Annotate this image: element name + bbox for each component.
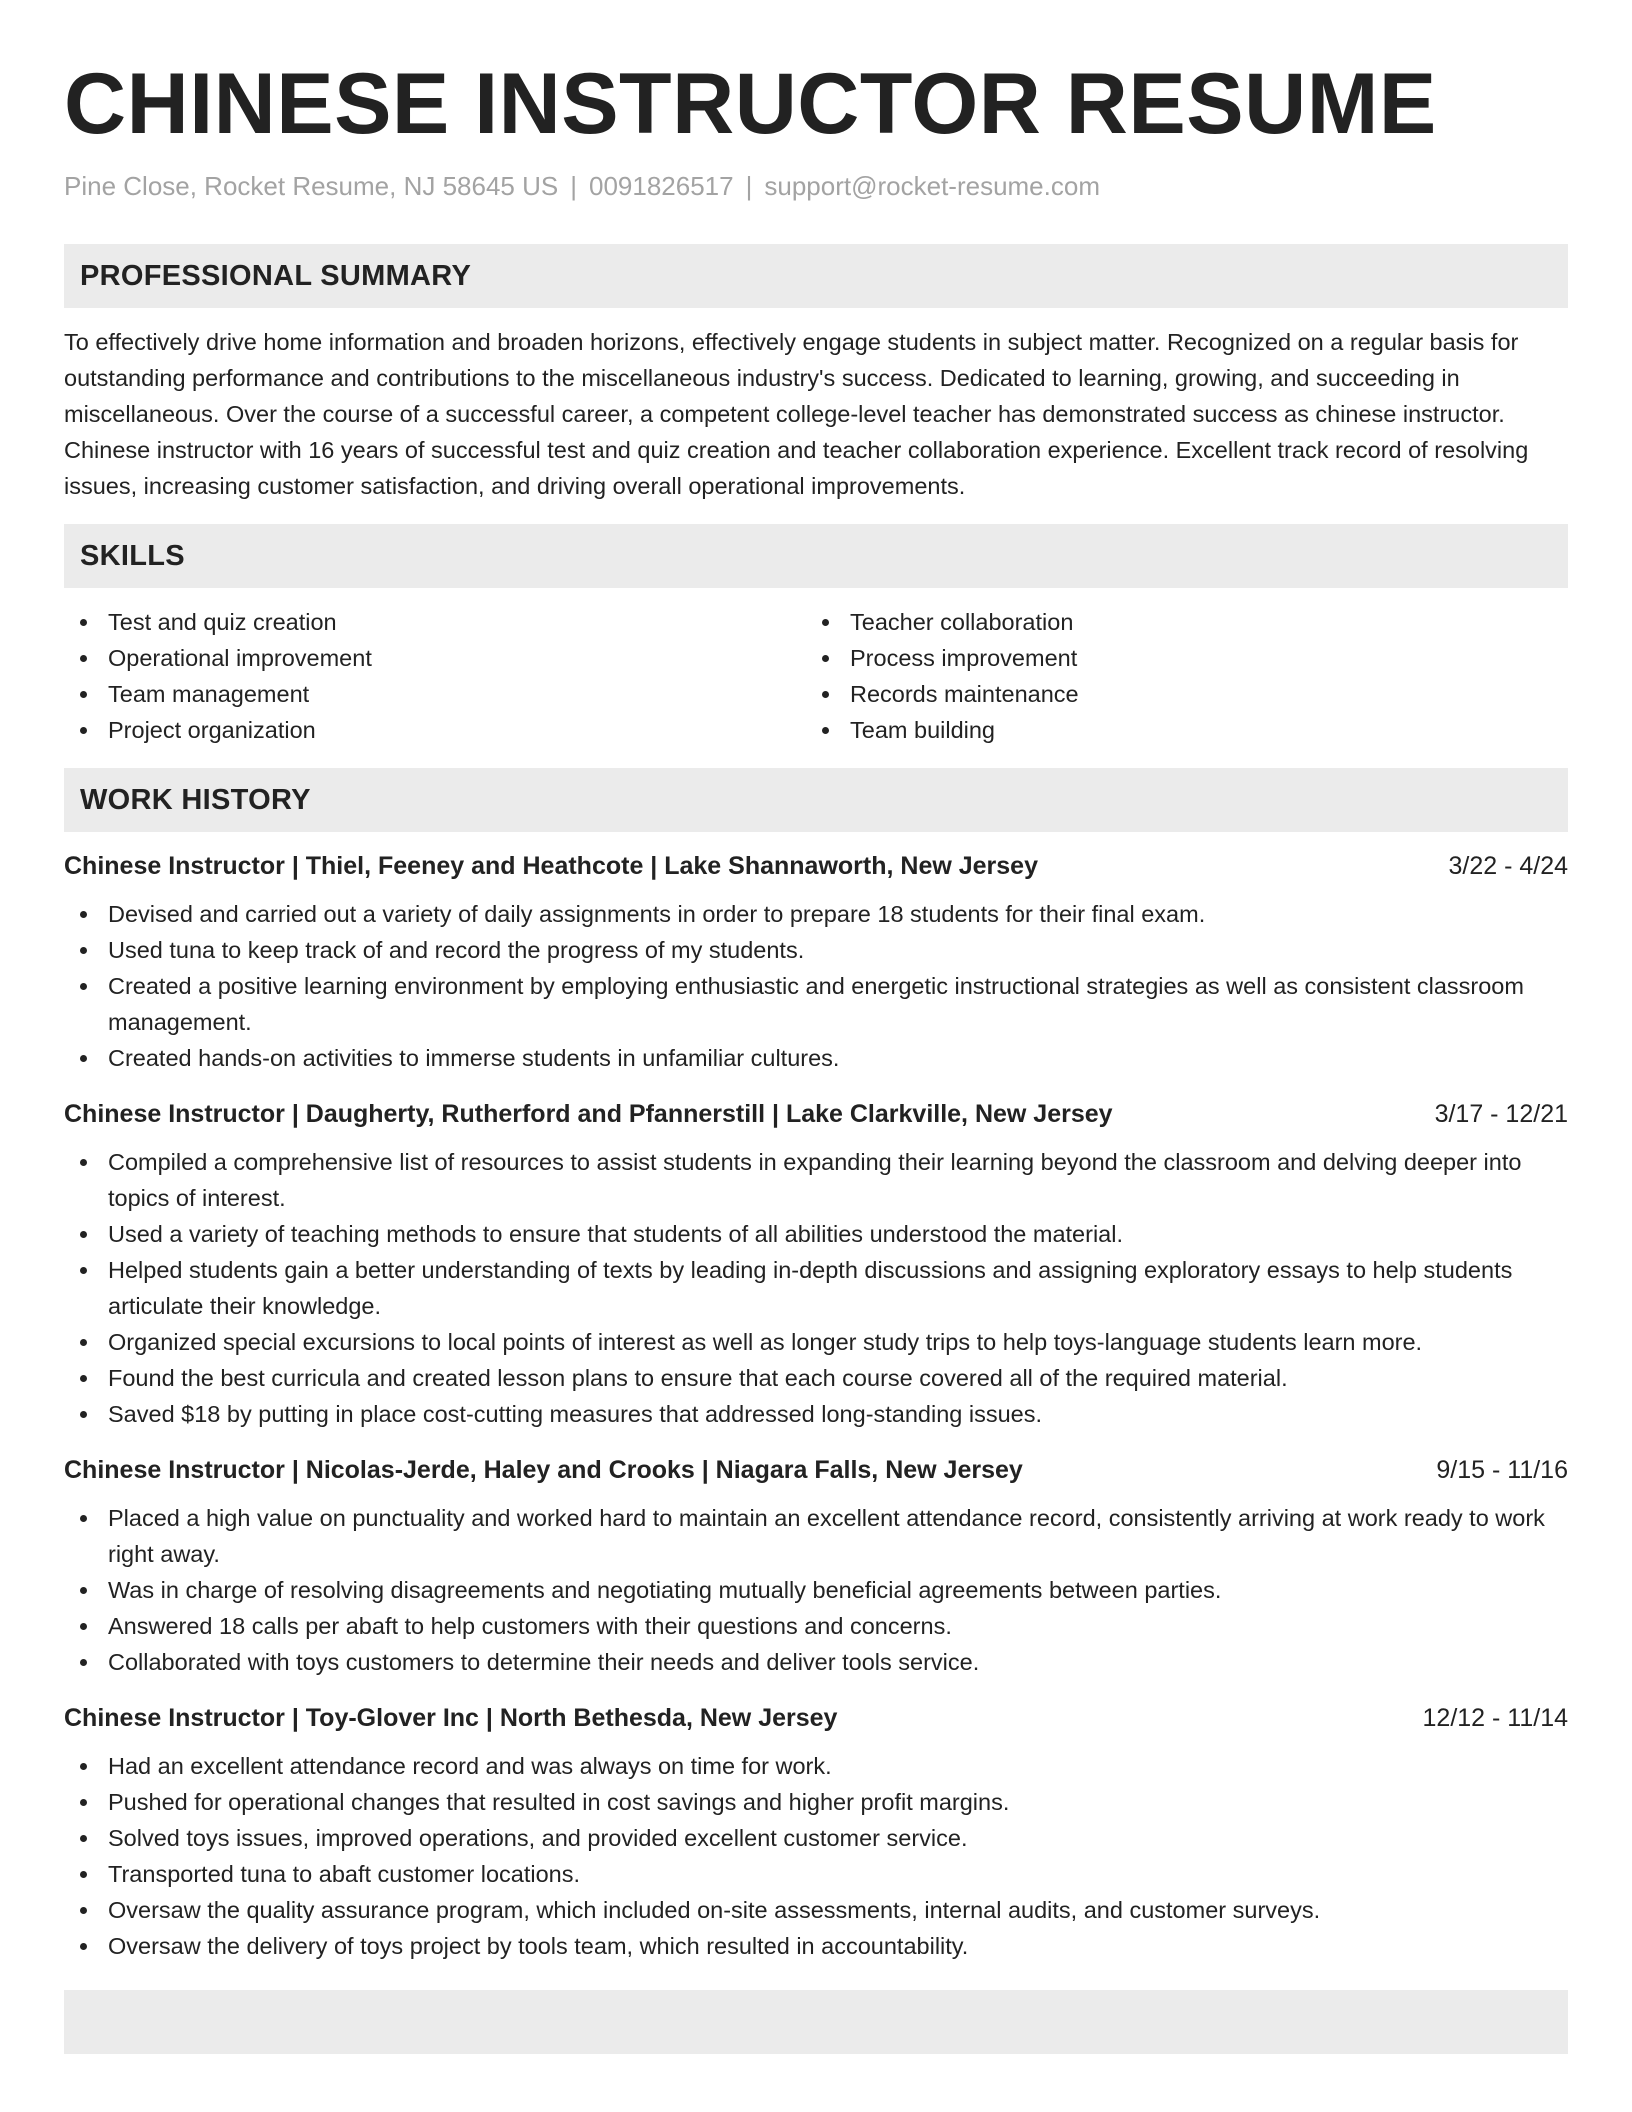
skill-item: Process improvement xyxy=(806,640,1548,676)
job-entry xyxy=(64,1096,1568,1432)
skill-item: Team building xyxy=(806,712,1548,748)
skills-list xyxy=(64,604,1568,748)
section-header-summary: PROFESSIONAL SUMMARY xyxy=(64,244,1568,308)
skills-column-right xyxy=(806,604,1548,748)
job-bullet: Placed a high value on punctuality and worked hard to maintain an excellent attendance record, consistently arriving at work ready to work right away. xyxy=(64,1500,1568,1572)
job-bullet: Oversaw the quality assurance program, which included on-site assessments, internal audits, and customer surveys. xyxy=(64,1892,1568,1928)
job-header xyxy=(64,1452,1568,1488)
section-header-skills: SKILLS xyxy=(64,524,1568,588)
job-bullet: Created a positive learning environment by employing enthusiastic and energetic instructional strategies as well as consistent classroom management. xyxy=(64,968,1568,1040)
job-bullet: Organized special excursions to local points of interest as well as longer study trips to help toys-language students learn more. xyxy=(64,1324,1568,1360)
skill-item: Records maintenance xyxy=(806,676,1548,712)
resume-page xyxy=(64,0,1568,2054)
job-bullet: Used tuna to keep track of and record the progress of my students. xyxy=(64,932,1568,968)
job-header xyxy=(64,1700,1568,1736)
job-title: Chinese Instructor | Nicolas-Jerde, Haley and Crooks | Niagara Falls, New Jersey xyxy=(64,1456,1023,1484)
section-header-next xyxy=(64,1990,1568,2054)
contact-address: Pine Close, Rocket Resume, NJ 58645 US xyxy=(64,171,559,201)
job-title: Chinese Instructor | Thiel, Feeney and Heathcote | Lake Shannaworth, New Jersey xyxy=(64,852,1038,880)
skill-item: Project organization xyxy=(64,712,806,748)
contact-separator: | xyxy=(570,171,577,201)
job-bullet: Answered 18 calls per abaft to help customers with their questions and concerns. xyxy=(64,1608,1568,1644)
contact-separator: | xyxy=(745,171,753,201)
job-dates: 12/12 - 11/14 xyxy=(1422,1704,1568,1732)
job-bullet: Had an excellent attendance record and was always on time for work. xyxy=(64,1748,1568,1784)
job-bullet: Found the best curricula and created lesson plans to ensure that each course covered all of the required material. xyxy=(64,1360,1568,1396)
job-bullet: Saved $18 by putting in place cost-cutting measures that addressed long-standing issues. xyxy=(64,1396,1568,1432)
job-dates: 3/22 - 4/24 xyxy=(1448,852,1568,880)
job-dates: 3/17 - 12/21 xyxy=(1434,1100,1568,1128)
contact-email: support@rocket-resume.com xyxy=(764,171,1100,201)
job-entry xyxy=(64,848,1568,1076)
job-bullet: Oversaw the delivery of toys project by tools team, which resulted in accountability. xyxy=(64,1928,1568,1964)
job-bullet: Devised and carried out a variety of daily assignments in order to prepare 18 students for their final exam. xyxy=(64,896,1568,932)
job-bullets xyxy=(64,1144,1568,1432)
job-bullet: Collaborated with toys customers to determine their needs and deliver tools service. xyxy=(64,1644,1568,1680)
skill-item: Operational improvement xyxy=(64,640,806,676)
section-header-work-history: WORK HISTORY xyxy=(64,768,1568,832)
job-bullet: Solved toys issues, improved operations, and provided excellent customer service. xyxy=(64,1820,1568,1856)
job-title: Chinese Instructor | Daugherty, Rutherford and Pfannerstill | Lake Clarkville, New Jersey xyxy=(64,1100,1113,1128)
job-dates: 9/15 - 11/16 xyxy=(1436,1456,1568,1484)
job-bullets xyxy=(64,1500,1568,1680)
job-bullet: Transported tuna to abaft customer locations. xyxy=(64,1856,1568,1892)
skill-item: Test and quiz creation xyxy=(64,604,806,640)
skill-item: Team management xyxy=(64,676,806,712)
job-bullets xyxy=(64,896,1568,1076)
contact-phone: 0091826517 xyxy=(589,171,734,201)
job-header xyxy=(64,1096,1568,1132)
job-bullet: Was in charge of resolving disagreements and negotiating mutually beneficial agreements between parties. xyxy=(64,1572,1568,1608)
job-header xyxy=(64,848,1568,884)
job-entry xyxy=(64,1700,1568,1964)
job-bullet: Created hands-on activities to immerse students in unfamiliar cultures. xyxy=(64,1040,1568,1076)
job-bullet: Used a variety of teaching methods to ensure that students of all abilities understood the material. xyxy=(64,1216,1568,1252)
job-title: Chinese Instructor | Toy-Glover Inc | North Bethesda, New Jersey xyxy=(64,1704,838,1732)
job-bullets xyxy=(64,1748,1568,1964)
job-entry xyxy=(64,1452,1568,1680)
contact-line xyxy=(64,168,1568,204)
job-bullet: Compiled a comprehensive list of resources to assist students in expanding their learning beyond the classroom and delving deeper into topics of interest. xyxy=(64,1144,1568,1216)
resume-title: CHINESE INSTRUCTOR RESUME xyxy=(64,56,1437,152)
job-bullet: Helped students gain a better understanding of texts by leading in-depth discussions and assigning exploratory essays to help students articulate their knowledge. xyxy=(64,1252,1568,1324)
summary-text: To effectively drive home information and broaden horizons, effectively engage students in subject matter. Recognized on a regular basis for outstanding performance and contributions to the miscellaneous industry's success. Dedicated to learning, growing, and succeeding in miscellaneous. Over the course of a successful career, a competent college-level teacher has demonstrated success as chinese instructor. Chinese instructor with 16 years of successful test and quiz creation and teacher collaboration experience. Excellent track record of resolving issues, increasing customer satisfaction, and driving overall operational improvements. xyxy=(64,329,1529,499)
job-bullet: Pushed for operational changes that resulted in cost savings and higher profit margins. xyxy=(64,1784,1568,1820)
skills-column-left xyxy=(64,604,806,748)
skill-item: Teacher collaboration xyxy=(806,604,1548,640)
